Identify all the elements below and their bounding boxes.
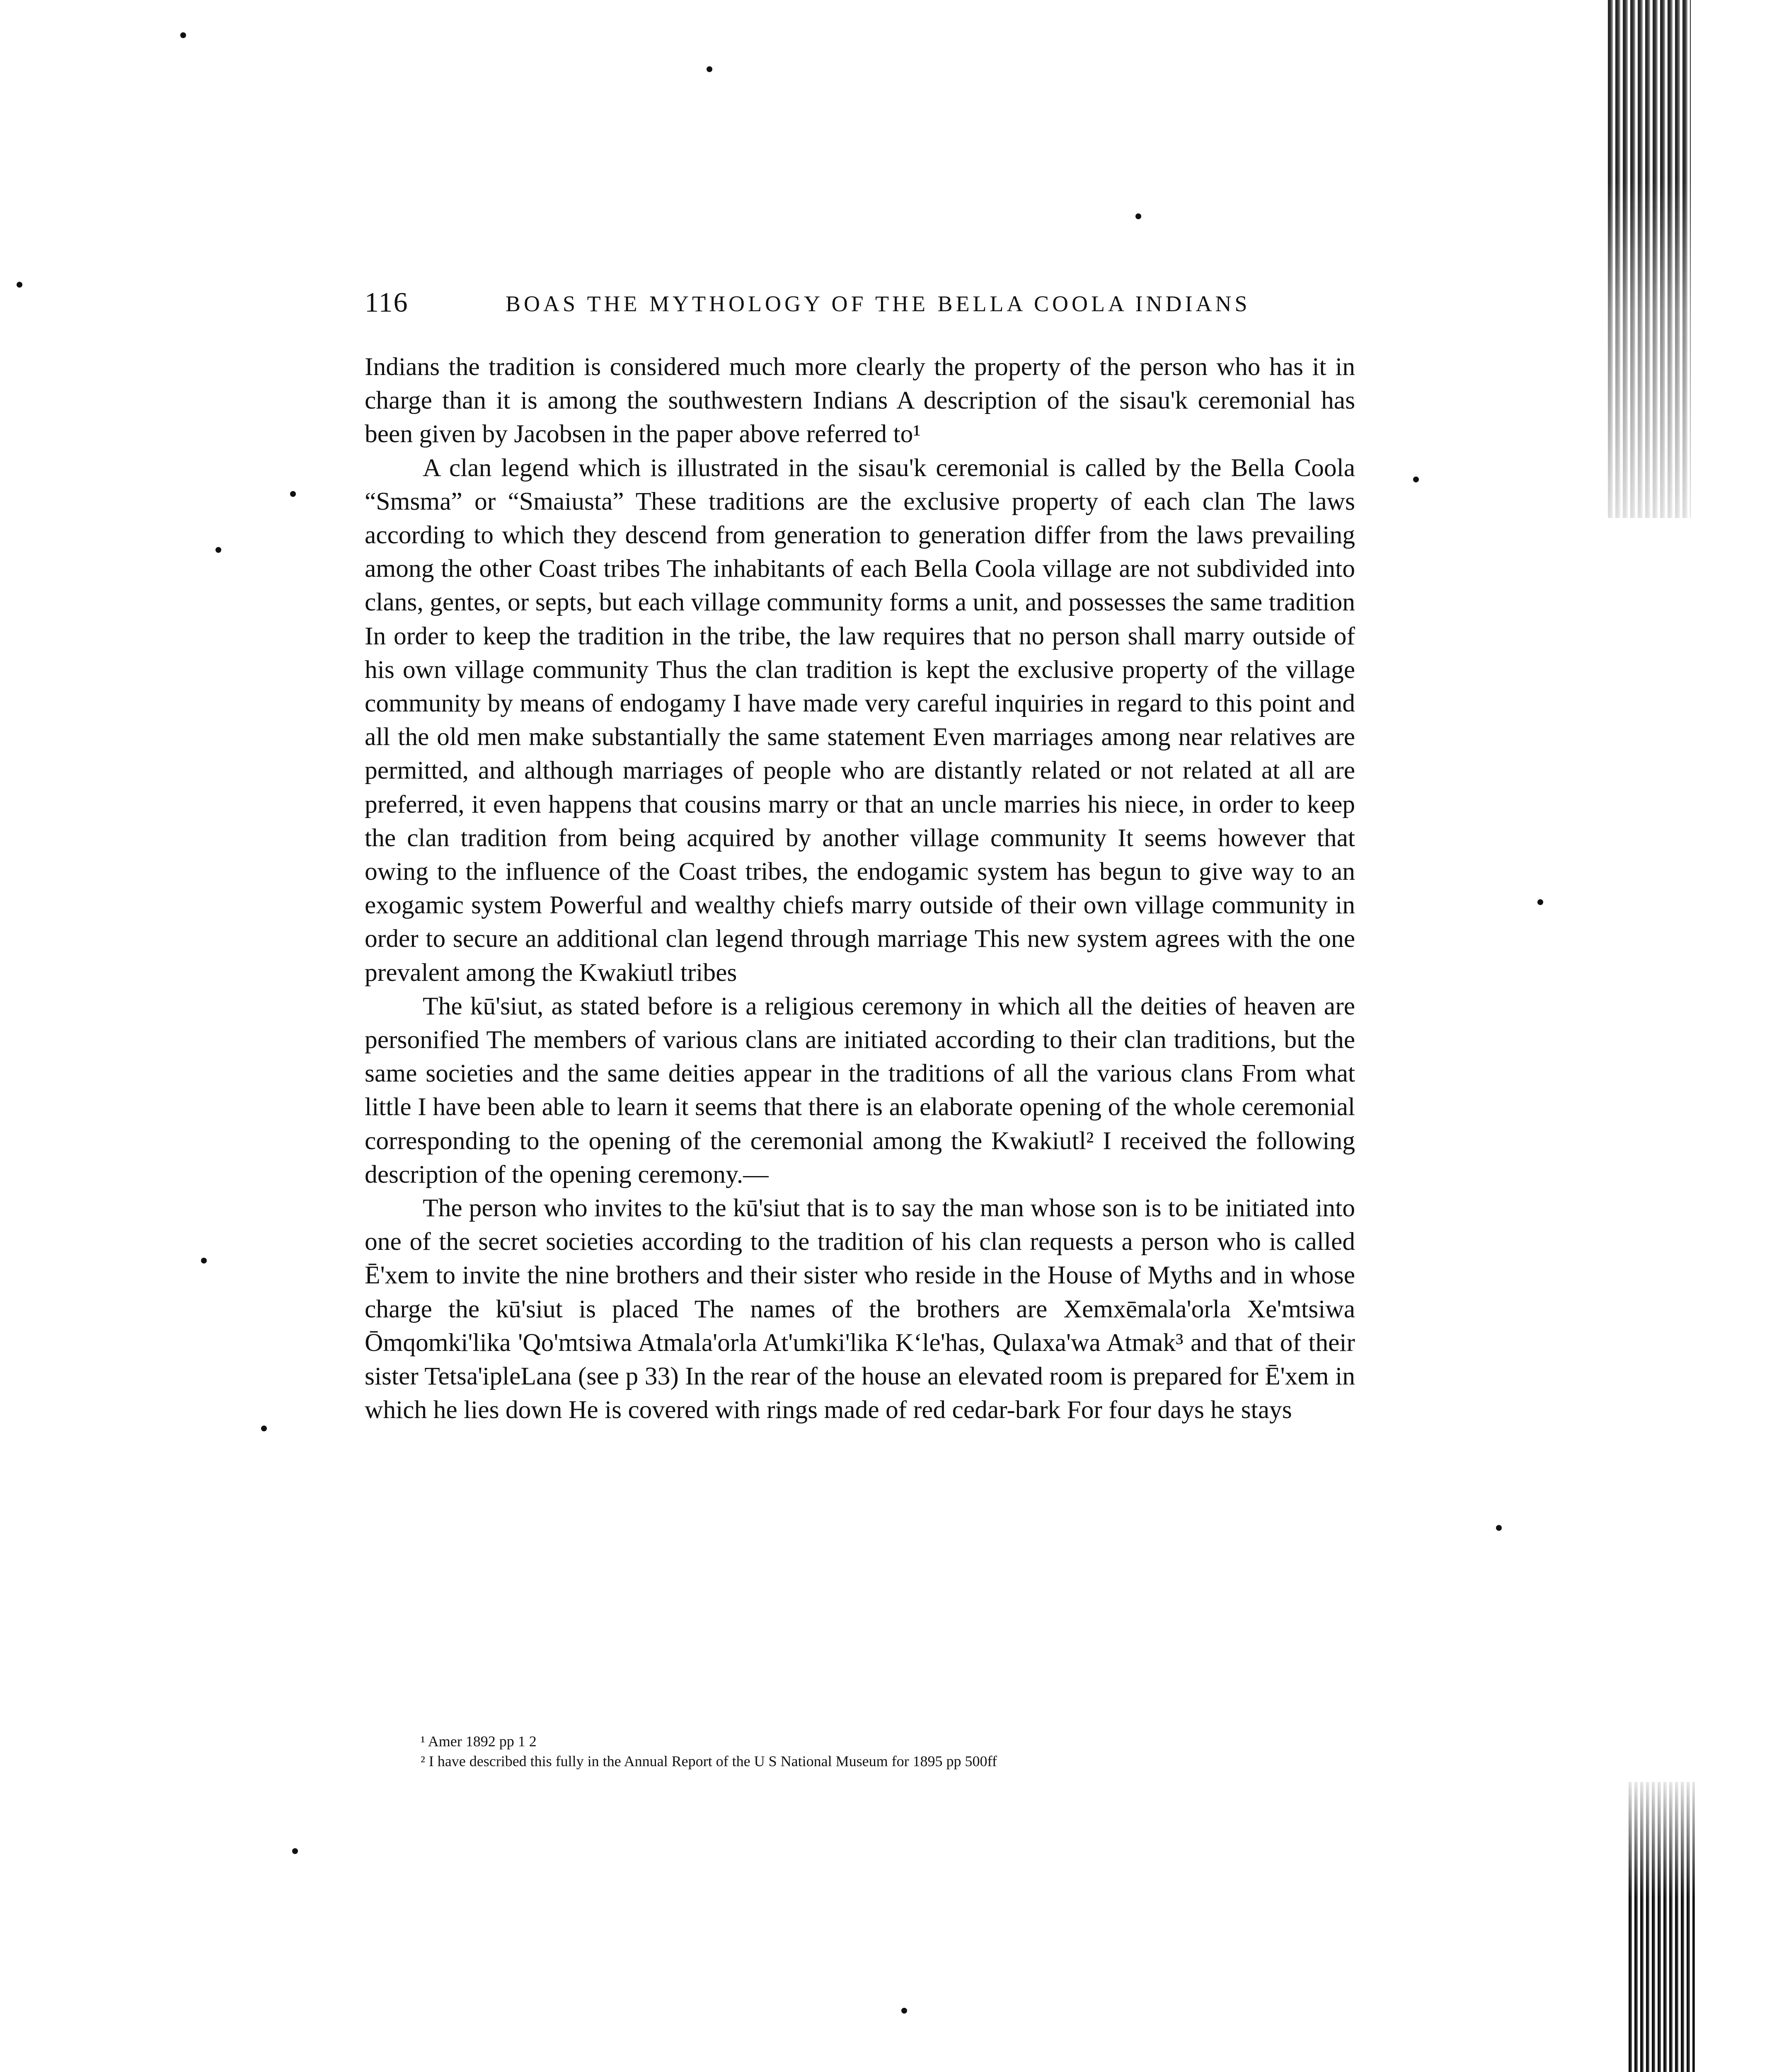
footnote: ¹ Amer 1892 pp 1 2: [421, 1733, 537, 1750]
page-number: 116: [365, 286, 409, 318]
scan-speck: [201, 1258, 207, 1264]
scan-speck: [17, 282, 22, 288]
scan-speck: [901, 2008, 907, 2014]
footnote: ² I have described this fully in the Annual Report of the U S National Museum for 1895 pp 500ff: [421, 1753, 997, 1769]
body-text: [365, 350, 1355, 1427]
scan-speck: [1537, 899, 1543, 905]
paragraph: The person who invites to the kū'siut that is to say the man whose son is to be initiated into one of the secret societies according to the tradition of his clan requests a person who is called Ē'xem to invite the nine brothers and their sister who reside in the House of Myths and in whose charge the kū'siut is placed The names of the brothers are Xemxēmala'orla Xe'mtsiwa Ōmqomki'lika 'Qo'mtsiwa Atmala'orla At'umki'lika Kʻle'has, Qulaxa'wa Atmak³ and that of their sister Tetsa'ipleLana (see p 33) In the rear of the house an elevated room is prepared for Ē'xem in which he lies down He is covered with rings made of red cedar-bark For four days he stays: [365, 1194, 1355, 1424]
scan-speck: [1496, 1525, 1502, 1531]
scan-speck: [1413, 477, 1419, 482]
footnotes: [421, 1731, 1353, 1771]
scan-speck: [261, 1426, 267, 1431]
scan-edge-shadow-bottom: [1629, 1782, 1695, 2072]
scan-speck: [180, 32, 186, 38]
scan-speck: [290, 491, 296, 497]
paragraph: A clan legend which is illustrated in the sisau'k ceremonial is called by the Bella Coola “Smsma” or “Smaiusta” These traditions are the exclusive property of each clan The laws according to which they descend from generation to generation differ from the laws prevailing among the other Coast tribes The inhabitants of each Bella Coola village are not subdivided into clans, gentes, or septs, but each village community forms a unit, and possesses the same tradition In order to keep the tradition in the tribe, the law requires that no person shall marry outside of his own village community Thus the clan tradition is kept the exclusive property of the village community by means of endogamy I have made very careful inquiries in regard to this point and all the old men make substantially the same statement Even marriages among near relatives are permitted, and although marriages of people who are distantly related or not related at all are preferred, it even happens that cousins marry or that an uncle marries his niece, in order to keep the clan tradition from being acquired by another village community It seems however that owing to the influence of the Coast tribes, the endogamic system has begun to give way to an exogamic system Powerful and wealthy chiefs marry outside of their own village community in order to secure an additional clan legend through marriage This new system agrees with the one prevalent among the Kwakiutl tribes: [365, 453, 1355, 987]
scan-edge-shadow-top: [1608, 0, 1691, 518]
scan-speck: [707, 66, 712, 72]
paragraph: The kū'siut, as stated before is a religious ceremony in which all the deities of heaven are personified The members of various clans are initiated according to their clan traditions, but the same societies and the same deities appear in the traditions of all the various clans From what little I have been able to learn it seems that there is an elaborate opening of the whole ceremonial corresponding to the opening of the ceremonial among the Kwakiutl² I received the following description of the opening ceremony.—: [365, 992, 1355, 1188]
scan-speck: [215, 547, 221, 553]
page-header: [365, 286, 1359, 323]
paragraph: Indians the tradition is considered much more clearly the property of the person who has it in charge than it is among the southwestern Indians A description of the sisau'k ceremonial has been given by Jacobsen in the paper above referred to¹: [365, 353, 1355, 448]
scan-speck: [1135, 213, 1141, 219]
running-head: BOAS THE MYTHOLOGY OF THE BELLA COOLA INDIANS: [506, 291, 1251, 316]
scan-speck: [292, 1848, 298, 1854]
